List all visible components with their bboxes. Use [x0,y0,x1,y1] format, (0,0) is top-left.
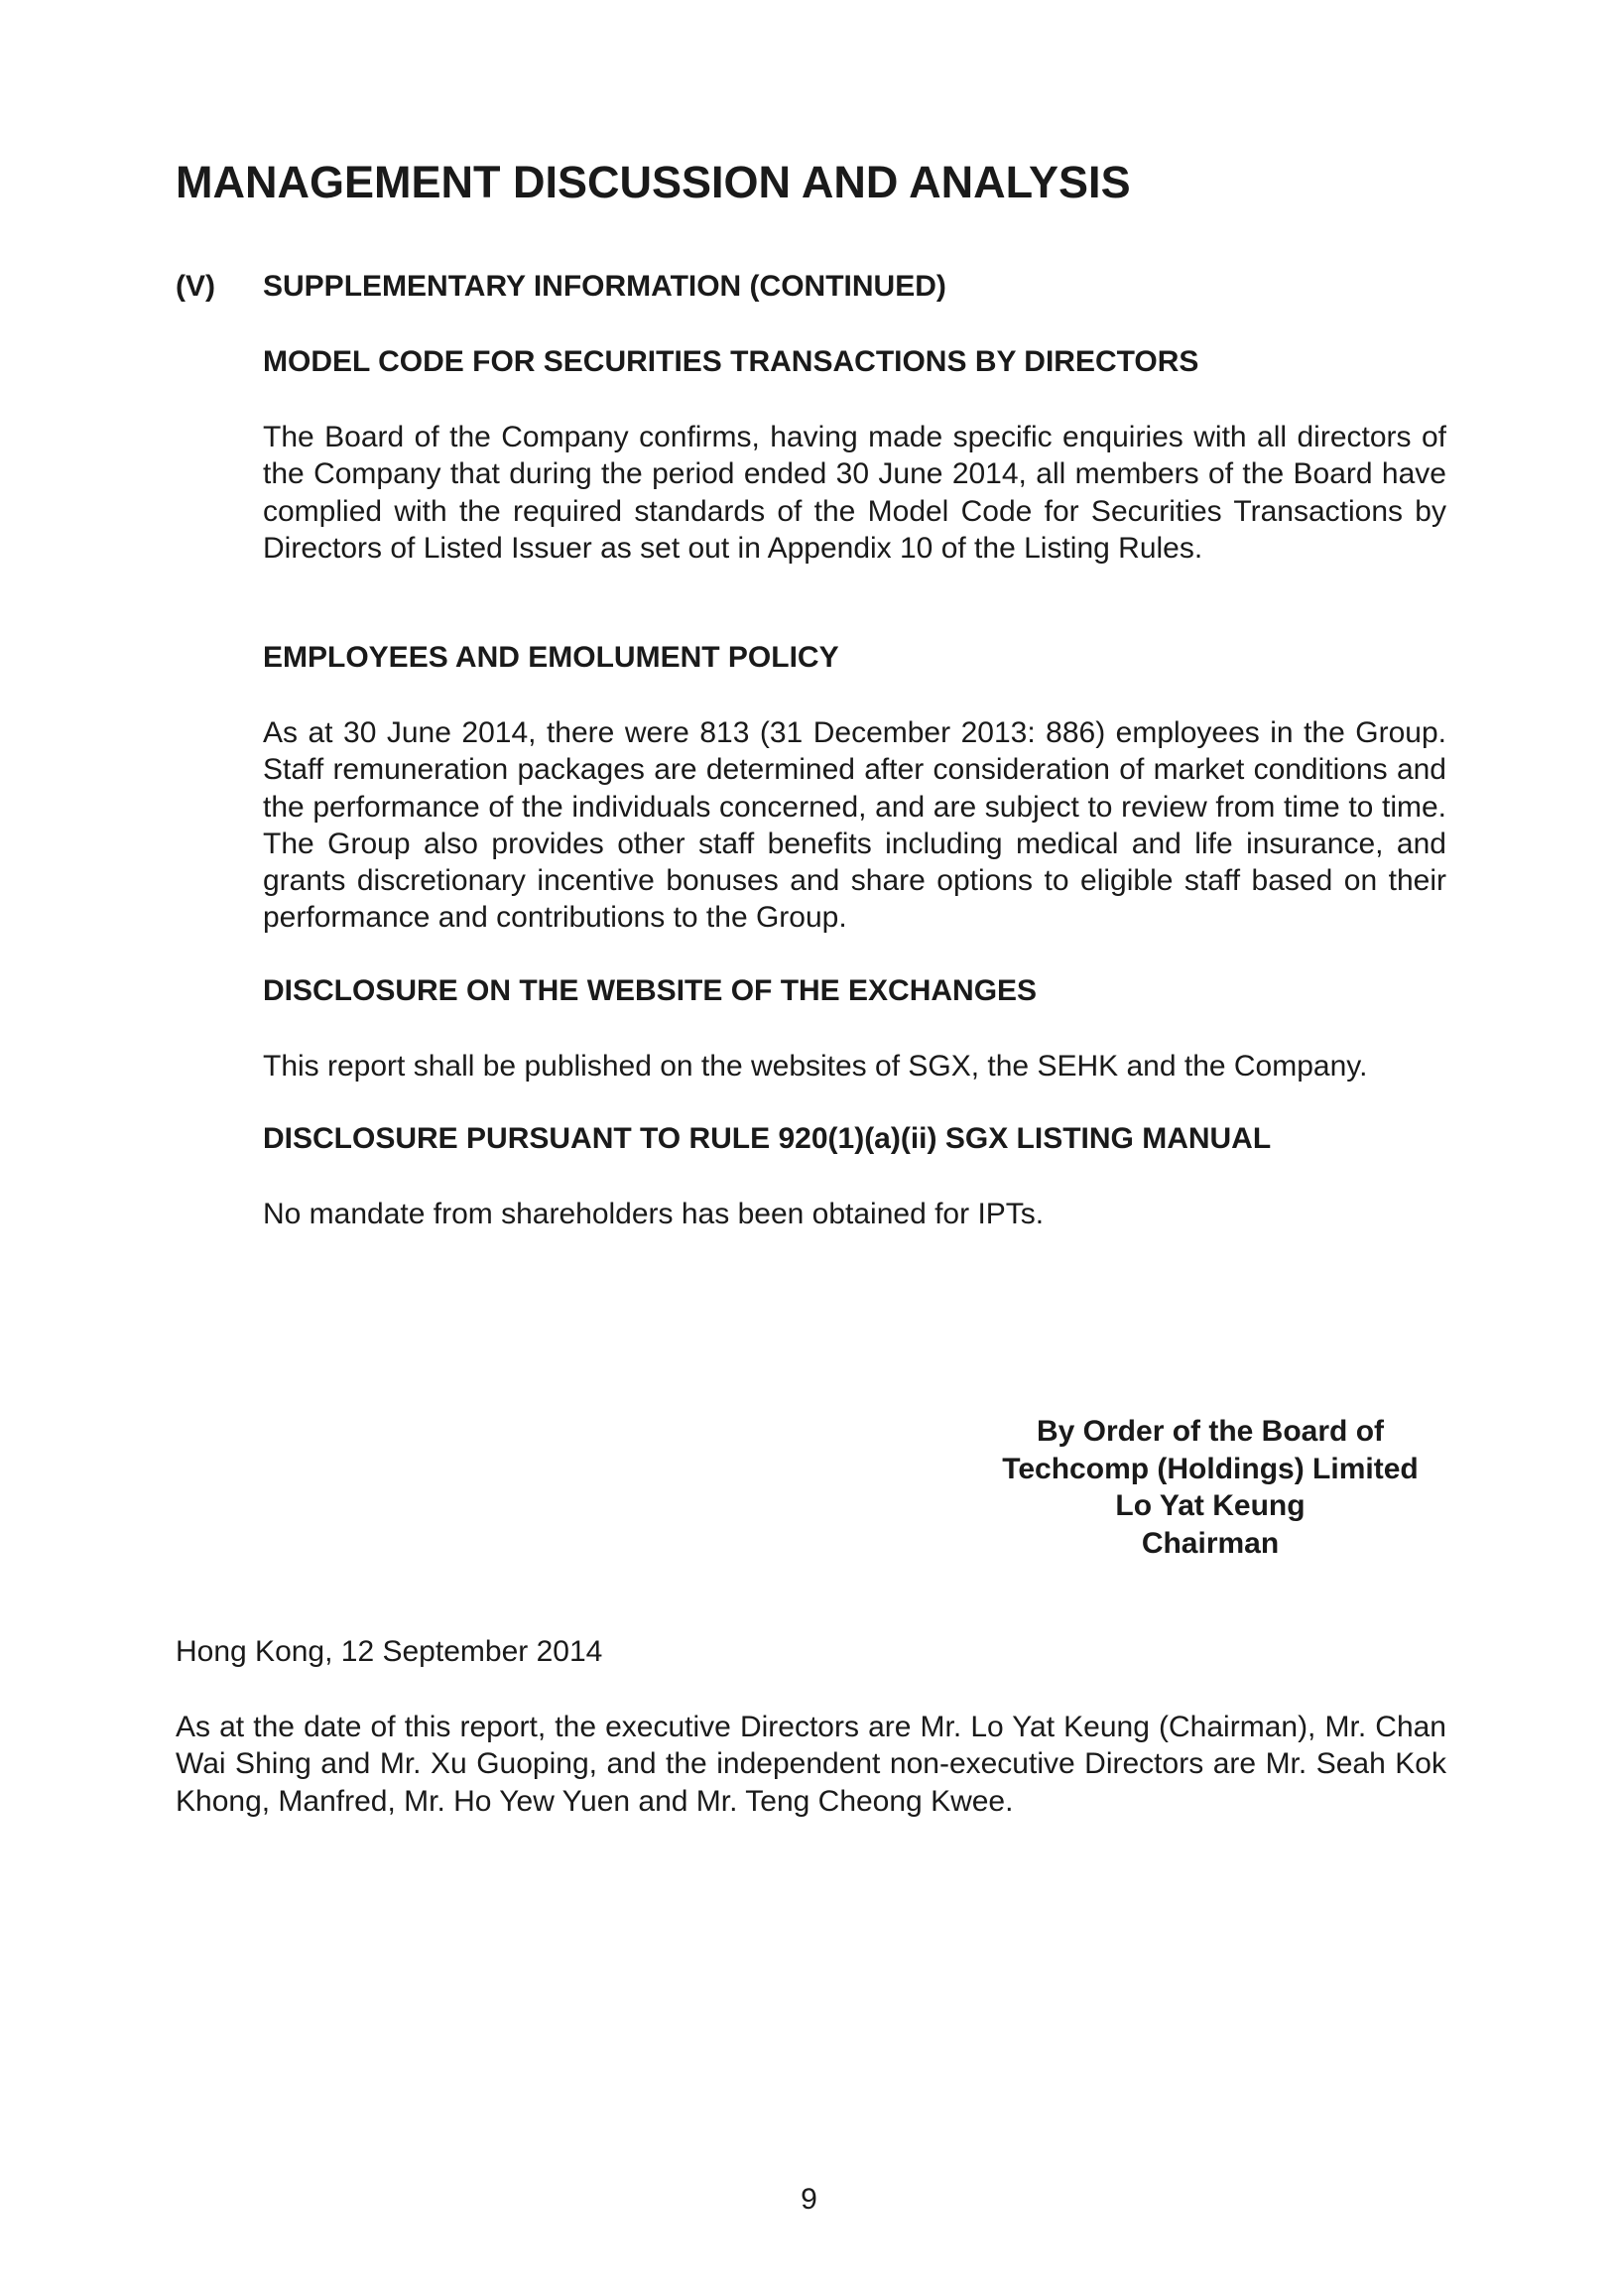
signature-line-order: By Order of the Board of [1036,1415,1385,1448]
heading-website-disclosure: DISCLOSURE ON THE WEBSITE OF THE EXCHANGES [263,974,1038,1007]
paragraph-website-disclosure: This report shall be published on the websites of SGX, the SEHK and the Company. [263,1050,1368,1083]
directors-note: As at the date of this report, the executive Directors are Mr. Lo Yat Keung (Chairman), Mr. Chan Wai Shing and Mr. Xu Guoping, and the independent non-executive Directors are Mr. Seah Kok Khong, Manfred, Mr. Ho Yew Yuen and Mr. Teng Cheong Kwee. [176,1711,1446,1818]
section-number: (V) [176,270,215,303]
section-title: SUPPLEMENTARY INFORMATION (CONTINUED) [263,270,946,303]
paragraph-rule-920-disclosure: No mandate from shareholders has been obtained for IPTs. [263,1198,1045,1230]
section-heading [176,270,1465,304]
place-and-date: Hong Kong, 12 September 2014 [176,1635,603,1668]
heading-rule-920-disclosure: DISCLOSURE PURSUANT TO RULE 920(1)(a)(ii) SGX LISTING MANUAL [263,1122,1272,1155]
paragraph-model-code: The Board of the Company confirms, having made specific enquiries with all directors of the Company that during the period ended 30 June 2014, all members of the Board have complied with the required standards of the Model Code for Securities Transactions by Directors of Listed Issuer as set out in Appendix 10 of the Listing Rules. [263,421,1446,565]
signature-block [972,1413,1448,1562]
heading-model-code: MODEL CODE FOR SECURITIES TRANSACTIONS BY DIRECTORS [263,345,1199,378]
signature-name: Lo Yat Keung [1115,1489,1306,1522]
page-title: MANAGEMENT DISCUSSION AND ANALYSIS [176,157,1131,207]
signature-company: Techcomp (Holdings) Limited [1002,1452,1419,1485]
signature-role: Chairman [1141,1526,1280,1560]
page-number: 9 [801,2183,817,2216]
heading-employees-policy: EMPLOYEES AND EMOLUMENT POLICY [263,641,839,674]
paragraph-employees-policy: As at 30 June 2014, there were 813 (31 December 2013: 886) employees in the Group. Staff remuneration packages are determined after consideration of market conditions and the performance of the individuals concerned, and are subject to review from time to time. The Group also provides other staff benefits including medical and life insurance, and grants discretionary incentive bonuses and share options to eligible staff based on their performance and contributions to the Group. [263,716,1446,935]
